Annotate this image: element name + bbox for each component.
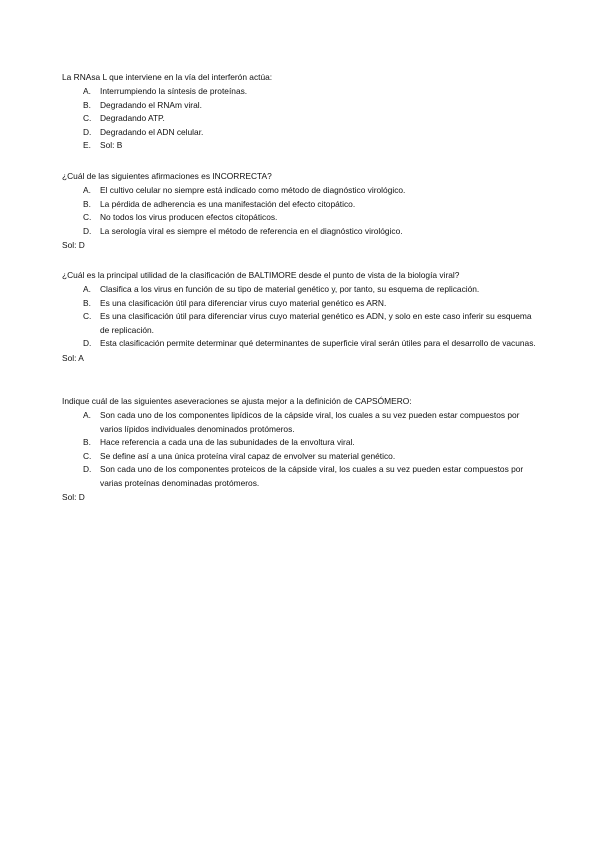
option-text: Interrumpiendo la síntesis de proteínas. [100, 86, 248, 96]
option-letter: A. [83, 284, 91, 294]
option-letter: D. [83, 126, 92, 137]
option-letter: B. [83, 297, 91, 308]
option-text: Degradando el ADN celular. [100, 126, 204, 137]
option-text: Esta clasificación permite determinar qué determinantes de superficie viral serán útiles para el desarrollo de vacunas. [100, 338, 536, 348]
option-letter: B. [83, 437, 91, 447]
option-letter: A. [83, 410, 91, 420]
option-c [62, 211, 542, 225]
option-a [62, 184, 542, 198]
option-b [62, 297, 542, 311]
option-text: Degradando el RNAm viral. [100, 99, 202, 110]
option-d [62, 337, 542, 351]
option-a [62, 409, 542, 436]
option-letter: D. [83, 225, 92, 236]
solution-text: Sol: A [62, 352, 84, 363]
option-c [62, 112, 542, 126]
option-text: No todos los virus producen efectos citopáticos. [100, 212, 278, 222]
option-letter: C. [83, 450, 92, 461]
solution-text: Sol: D [62, 240, 85, 250]
question-4 [62, 395, 542, 504]
option-text: La serología viral es siempre el método de referencia en el diagnóstico virológico. [100, 225, 403, 236]
options-list [62, 85, 542, 153]
options-list [62, 409, 542, 490]
option-text: El cultivo celular no siempre está indicado como método de diagnóstico virológico. [100, 185, 406, 195]
option-letter: C. [83, 113, 92, 123]
options-list [62, 184, 542, 238]
option-letter: B. [83, 198, 91, 209]
option-b [62, 99, 542, 113]
option-a [62, 283, 542, 297]
option-letter: E. [83, 140, 91, 150]
question-text: ¿Cuál es la principal utilidad de la clasificación de BALTIMORE desde el punto de vista de la biología viral? [62, 270, 460, 280]
option-text: Degradando ATP. [100, 113, 165, 123]
option-e [62, 139, 542, 153]
option-text: Es una clasificación útil para diferenciar virus cuyo material genético es ADN, y solo en este caso inferir su esquema de replicación. [100, 311, 532, 335]
option-letter: C. [83, 212, 92, 222]
option-letter: D. [83, 338, 92, 348]
question-2 [62, 170, 542, 252]
option-text: Sol: B [100, 140, 123, 150]
option-b [62, 436, 542, 450]
option-d [62, 463, 542, 490]
solution-text: Sol: D [62, 492, 85, 502]
option-letter: B. [83, 99, 91, 110]
question-1 [62, 71, 542, 153]
options-list [62, 283, 542, 351]
option-d [62, 126, 542, 140]
option-text: Es una clasificación útil para diferenciar virus cuyo material genético es ARN. [100, 297, 387, 308]
question-3 [62, 269, 542, 365]
question-text: ¿Cuál de las siguientes afirmaciones es INCORRECTA? [62, 171, 272, 181]
option-c [62, 310, 542, 337]
option-b [62, 198, 542, 212]
option-d [62, 225, 542, 239]
option-text: Son cada uno de los componentes lipídicos de la cápside viral, los cuales a su vez pueden estar compuestos por varios lípidos individuales denominados protómeros. [100, 410, 520, 434]
option-a [62, 85, 542, 99]
option-letter: A. [83, 185, 91, 195]
option-text: Clasifica a los virus en función de su tipo de material genético y, por tanto, su esquema de replicación. [100, 284, 480, 294]
option-text: La pérdida de adherencia es una manifestación del efecto citopático. [100, 198, 356, 209]
question-text: La RNAsa L que interviene en la vía del interferón actúa: [62, 72, 273, 82]
option-letter: A. [83, 86, 91, 96]
option-text: Son cada uno de los componentes proteicos de la cápside viral, los cuales a su vez pueden estar compuestos por varias proteínas denominadas protómeros. [100, 464, 524, 488]
option-c [62, 450, 542, 464]
option-text: Hace referencia a cada una de las subunidades de la envoltura viral. [100, 437, 355, 447]
question-text: Indique cuál de las siguientes aseveraciones se ajusta mejor a la definición de CAPSÓMERO: [62, 396, 412, 406]
option-letter: C. [83, 311, 92, 321]
option-text: Se define así a una única proteína viral capaz de envolver su material genético. [100, 450, 396, 461]
option-letter: D. [83, 464, 92, 474]
